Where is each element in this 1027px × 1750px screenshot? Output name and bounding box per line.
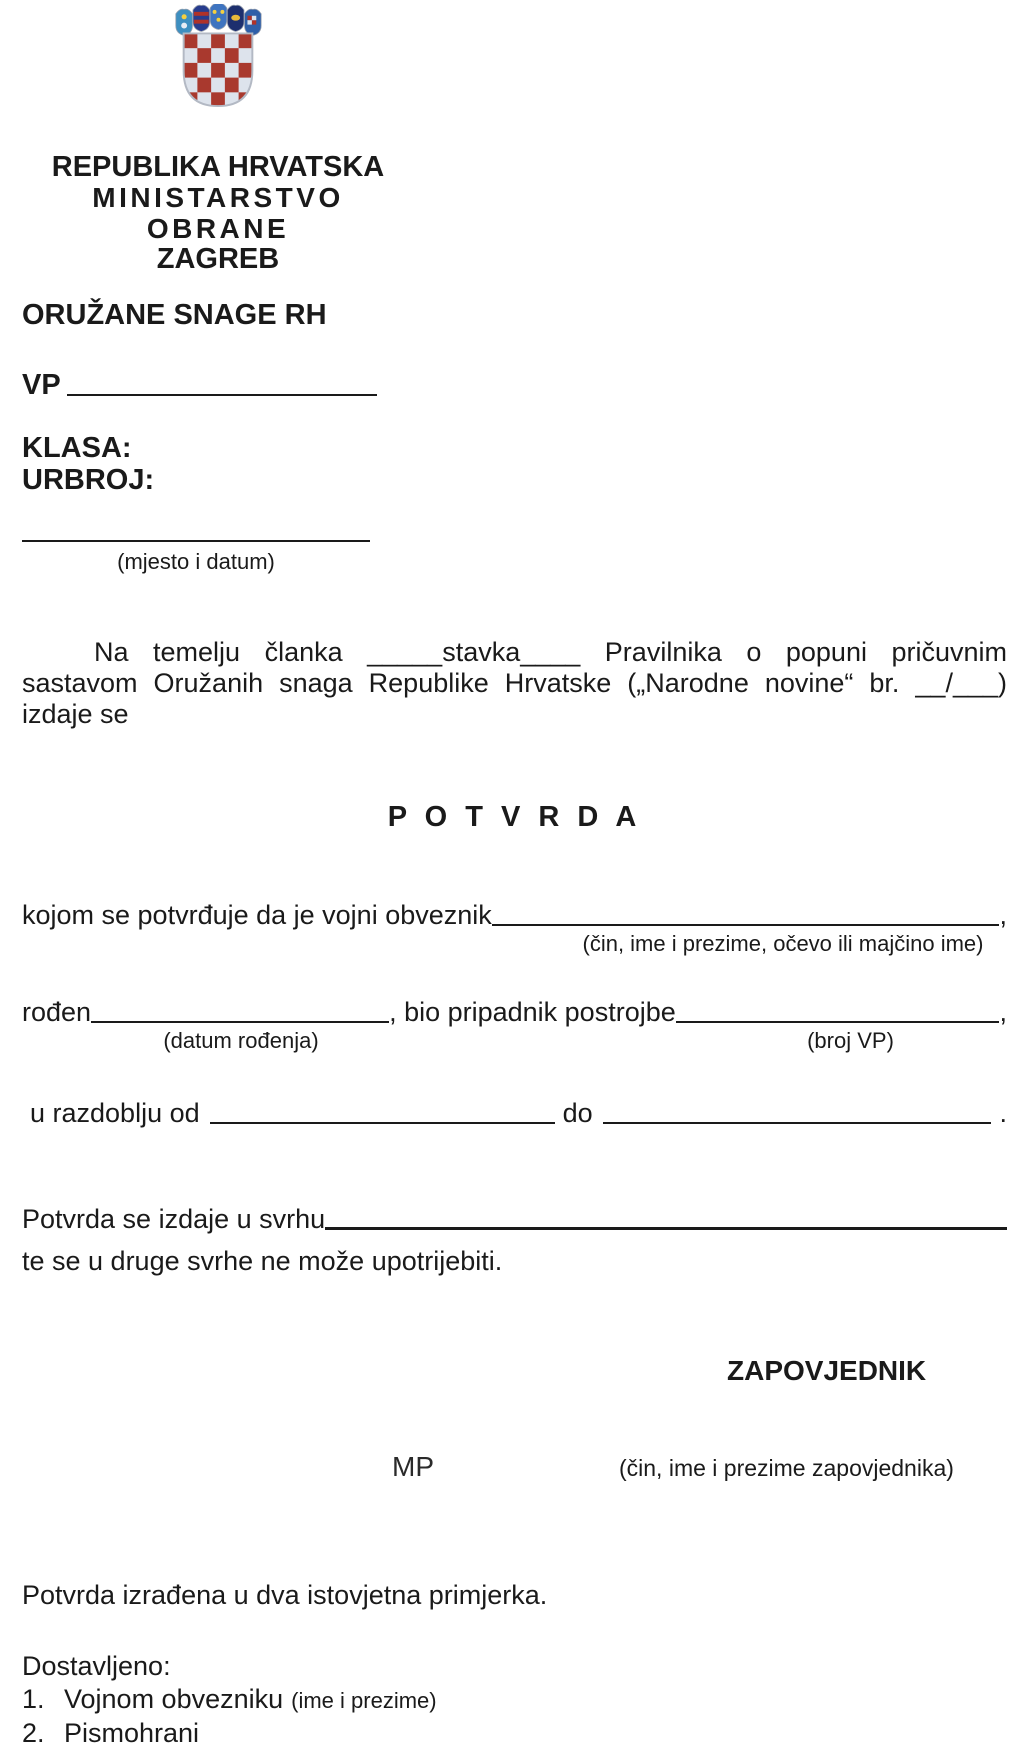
place-date-field <box>22 540 370 575</box>
vp-number-caption: (broj VP) <box>807 1028 894 1053</box>
vp-label: VP <box>22 369 61 401</box>
commander-title: ZAPOVJEDNIK <box>727 1355 927 1386</box>
certificate-document <box>0 4 1027 1750</box>
place-date-blank <box>22 540 370 542</box>
period-to-blank <box>603 1122 992 1124</box>
unit-blank <box>676 1021 1000 1023</box>
confirm-row <box>22 900 1007 930</box>
birth-date-caption: (datum rođenja) <box>163 1028 319 1053</box>
item-1-note: (ime i prezime) <box>291 1688 437 1713</box>
ministry-name: MINISTARSTVO OBRANE <box>92 182 344 244</box>
item-2-text: Pismohrani <box>64 1718 200 1748</box>
place-date-caption: (mjesto i datum) <box>117 549 275 574</box>
country-name: REPUBLIKA HRVATSKA <box>51 151 385 183</box>
period-mid: do <box>562 1098 593 1128</box>
birth-date-blank <box>91 1021 389 1023</box>
delivered-item-1 <box>22 1683 1007 1717</box>
purpose-prefix: Potvrda se izdaje u svrhu <box>22 1204 326 1234</box>
item-1-text: Vojnom obvezniku <box>64 1684 284 1714</box>
name-caption: (čin, ime i prezime, očevo ili majčino ime) <box>582 931 984 956</box>
vp-field-row <box>22 370 1007 400</box>
document-title: P O T V R D A <box>387 801 642 833</box>
city-name: ZAGREB <box>156 243 280 275</box>
mp-stamp-label: MP <box>392 1451 434 1482</box>
period-prefix: u razdoblju od <box>30 1098 200 1128</box>
checkerboard <box>184 33 253 107</box>
delivered-item-2 <box>22 1717 1007 1750</box>
purpose-row <box>22 1204 1007 1234</box>
confirm-suffix: , <box>999 900 1007 930</box>
born-mid: , bio pripadnik postrojbe <box>389 997 676 1027</box>
vp-blank <box>67 394 377 396</box>
letterhead <box>22 4 414 274</box>
born-caption-row <box>22 1027 1007 1054</box>
signature-row <box>22 1452 1007 1482</box>
item-1-number: 1. <box>22 1684 45 1714</box>
period-row <box>22 1098 1007 1128</box>
delivered-label: Dostavljeno: <box>22 1651 171 1681</box>
copies-note: Potvrda izrađena u dva istovjetna primjerka. <box>22 1580 548 1610</box>
legal-basis-paragraph: Na temelju članka _____stavka____ Pravilnika o popuni pričuvnim sastavom Oružanih snaga Republike Hrvatske („Narodne novine“ br. __/___) izdaje se <box>22 637 1007 729</box>
period-from-blank <box>210 1122 555 1124</box>
croatian-coat-of-arms-icon <box>171 4 265 110</box>
klasa-label: KLASA: <box>22 432 132 464</box>
period-suffix: . <box>999 1098 1007 1128</box>
confirm-prefix: kojom se potvrđuje da je vojni obveznik <box>22 900 492 930</box>
armed-forces-label: ORUŽANE SNAGE RH <box>22 299 327 331</box>
name-blank <box>492 924 1000 926</box>
born-row <box>22 997 1007 1027</box>
purpose-note: te se u druge svrhe ne može upotrijebiti. <box>22 1246 503 1276</box>
commander-caption: (čin, ime i prezime zapovjednika) <box>619 1455 954 1481</box>
urbroj-label: URBROJ: <box>22 464 155 496</box>
purpose-blank <box>325 1227 1007 1230</box>
born-prefix: rođen <box>22 997 92 1027</box>
born-suffix: , <box>999 997 1007 1027</box>
item-2-number: 2. <box>22 1718 45 1748</box>
